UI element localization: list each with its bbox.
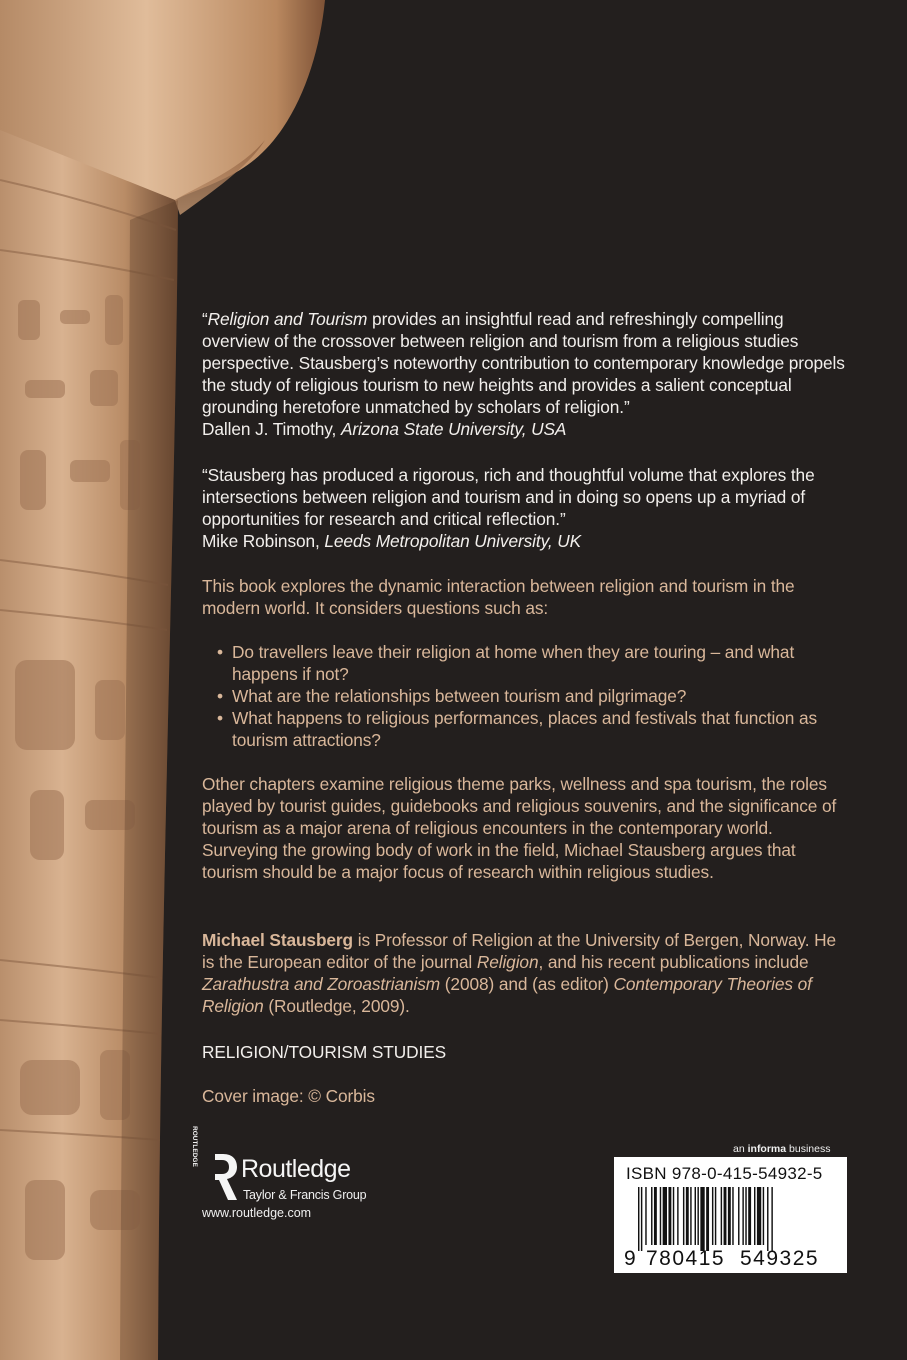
informa-tagline: an informa business xyxy=(733,1143,831,1155)
barcode-bar xyxy=(668,1187,671,1245)
quote-body: “Stausberg has produced a rigorous, rich and thoughtful volume that explores the intersections between religion and tourism and in doing so opens up a myriad of opportunities for research and critical reflection.” xyxy=(202,465,815,529)
list-item: • Do travellers leave their religion at home when they are touring – and what happens if not? xyxy=(217,642,795,684)
barcode-bar xyxy=(677,1187,678,1245)
book-intro: This book explores the dynamic interaction between religion and tourism in the modern world. It considers questions such as: xyxy=(202,576,795,618)
barcode-bar xyxy=(767,1187,768,1251)
barcode-lead-digit: 9 xyxy=(624,1247,638,1270)
barcode-digits-left: 780415 xyxy=(646,1247,726,1270)
quote-body: provides an insightful read and refreshingly compelling overview of the crossover between religion and tourism from a religious studies perspective. Stausberg’s noteworthy contribution to contemporary knowledge propels the study of religious tourism to new heights and provides a salient conceptual grounding heretofore unmatched by scholars of religion.” xyxy=(202,309,845,417)
barcode-bar xyxy=(754,1187,755,1245)
quote-book-title: Religion and Tourism xyxy=(207,309,368,329)
quote-affiliation: Leeds Metropolitan University, UK xyxy=(324,531,582,551)
barcode-bar xyxy=(745,1187,746,1245)
barcode-bar xyxy=(763,1187,764,1245)
barcode-bar xyxy=(697,1187,698,1245)
author-name: Michael Stausberg xyxy=(202,930,353,950)
review-quote-1 xyxy=(202,308,852,440)
bullet-icon: • xyxy=(217,686,223,706)
barcode-bar xyxy=(742,1187,743,1245)
barcode-bar xyxy=(663,1187,667,1245)
isbn-label: ISBN 978-0-415-54932-5 xyxy=(626,1164,823,1183)
barcode-bar xyxy=(695,1187,696,1245)
author-bio: Michael Stausberg is Professor of Religion at the University of Bergen, Norway. He is the European editor of the journal Religion, and his recent publications include Zarathustra and Zoroastrianism (2008) and (as editor) Contemporary Theories of Religion (Routledge, 2009). xyxy=(202,930,837,1016)
barcode-bar xyxy=(673,1187,674,1245)
quote-affiliation: Arizona State University, USA xyxy=(340,419,567,439)
barcode-bar xyxy=(732,1187,733,1245)
barcode-bar xyxy=(738,1187,739,1245)
barcode-bar xyxy=(690,1187,691,1245)
barcode-bar xyxy=(757,1187,761,1245)
bullet-icon: • xyxy=(217,708,223,728)
barcode-bar xyxy=(728,1187,731,1245)
publisher-group: Taylor & Francis Group xyxy=(243,1188,367,1202)
barcode-bar xyxy=(706,1187,709,1251)
quote-author: Mike Robinson, xyxy=(202,531,325,551)
barcode-bar xyxy=(638,1187,639,1251)
barcode-bar xyxy=(700,1187,704,1251)
list-item: • What are the relationships between tourism and pilgrimage? xyxy=(217,686,687,706)
barcode-bar xyxy=(724,1187,727,1245)
review-quote-2 xyxy=(202,464,852,552)
barcode-digits-right: 549325 xyxy=(740,1247,820,1270)
quote-author: Dallen J. Timothy, xyxy=(202,419,341,439)
barcode-bar xyxy=(683,1187,684,1245)
question-list xyxy=(202,641,852,751)
barcode-bar xyxy=(641,1187,642,1251)
publisher-side-text: ROUTLEDGE xyxy=(191,1126,198,1167)
barcode-bar xyxy=(712,1187,713,1245)
bullet-icon: • xyxy=(217,642,223,662)
chapters-description: Other chapters examine religious theme parks, wellness and spa tourism, the roles played by tourist guides, guidebooks and religious souvenirs, and the significance of tourism as a major arena of religious encounters in the contemporary world. Surveying the growing body of work in the field, Michael Stausberg argues that tourism should be a major focus of research within religious studies. xyxy=(202,774,837,882)
quote-open-mark: “ xyxy=(202,309,208,329)
barcode-bar xyxy=(686,1187,689,1245)
isbn-barcode xyxy=(614,1157,847,1273)
cover-credit: Cover image: © Corbis xyxy=(202,1086,375,1106)
barcode-bar xyxy=(721,1187,722,1245)
routledge-r-icon xyxy=(191,1126,238,1204)
barcode-bar xyxy=(651,1187,652,1245)
publisher-logo xyxy=(191,1126,402,1224)
barcode-bar xyxy=(748,1187,751,1245)
publisher-url: www.routledge.com xyxy=(202,1206,312,1220)
barcode-bar xyxy=(771,1187,772,1251)
subject-category: RELIGION/TOURISM STUDIES xyxy=(202,1042,447,1062)
barcode-bar xyxy=(660,1187,661,1245)
barcode-bar xyxy=(645,1187,646,1245)
barcode-bar xyxy=(654,1187,657,1245)
publisher-name: Routledge xyxy=(241,1155,351,1183)
list-item: • What happens to religious performances, places and festivals that function as tourism attractions? xyxy=(217,708,817,750)
barcode-bar xyxy=(715,1187,716,1245)
